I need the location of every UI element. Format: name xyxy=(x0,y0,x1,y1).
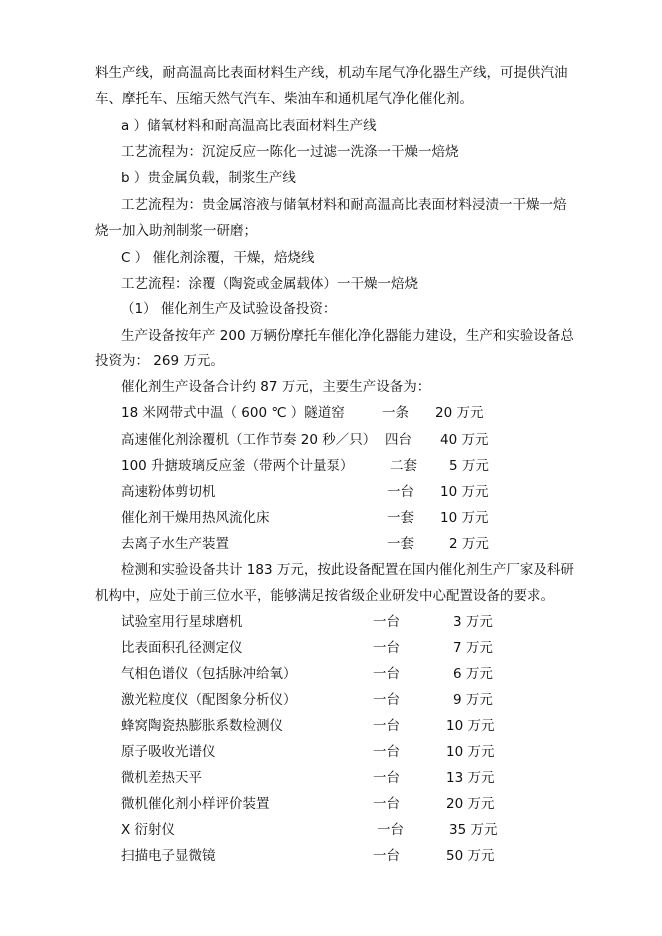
equipment-qty: 一台 xyxy=(373,692,400,708)
equipment-name: 扫描电子显微镜 xyxy=(121,848,216,864)
equipment-name: 去离子水生产装置 xyxy=(121,536,229,552)
equipment-qty: 一台 xyxy=(373,718,400,734)
equipment-qty: 二套 xyxy=(390,458,417,474)
process-flow-a: 工艺流程为：沉淀反应一陈化一过滤一洗涤一干燥一焙烧 xyxy=(121,144,459,160)
testing-equipment-intro: 检测和实验设备共计 183 万元，按此设备配置在国内催化剂生产厂家及科研 xyxy=(121,562,574,578)
equipment-price: 3 万元 xyxy=(453,614,493,630)
section-heading-b: b ）贵金属负载，制浆生产线 xyxy=(121,170,296,186)
investment-paragraph: 生产设备按年产 200 万辆份摩托车催化净化器能力建设，生产和实验设备总 xyxy=(121,328,574,344)
equipment-qty: 一台 xyxy=(373,848,400,864)
equipment-price: 50 万元 xyxy=(446,848,495,864)
equipment-name: 试验室用行星球磨机 xyxy=(121,614,243,630)
equipment-price: 10 万元 xyxy=(446,718,495,734)
production-equipment-intro: 催化剂生产设备合计约 87 万元，主要生产设备为： xyxy=(121,379,431,395)
process-flow-b-cont: 烧一加入助剂制浆一研磨； xyxy=(95,223,257,239)
equipment-name: 微机差热天平 xyxy=(121,770,202,786)
equipment-qty: 四台 xyxy=(385,432,412,448)
equipment-name: 高速粉体剪切机 xyxy=(121,484,216,500)
section-heading-c: C ） 催化剂涂覆，干燥，焙烧线 xyxy=(121,250,315,266)
equipment-price: 10 万元 xyxy=(446,744,495,760)
equipment-qty: 一台 xyxy=(373,614,400,630)
equipment-qty: 一台 xyxy=(373,796,400,812)
equipment-name: 原子吸收光谱仪 xyxy=(121,744,216,760)
equipment-name: 气相色谱仪（包括脉冲给氧） xyxy=(121,666,297,682)
equipment-price: 35 万元 xyxy=(449,822,498,838)
testing-equipment-intro-cont: 机构中，应处于前三位水平，能够满足按省级企业研发中心配置设备的要求。 xyxy=(95,588,554,604)
equipment-qty: 一台 xyxy=(373,666,400,682)
equipment-name: 蜂窝陶瓷热膨胀系数检测仪 xyxy=(121,718,283,734)
process-flow-b: 工艺流程为：贵金属溶液与储氧材料和耐高温高比表面材料浸渍一干燥一焙 xyxy=(121,197,567,213)
equipment-price: 9 万元 xyxy=(453,692,493,708)
equipment-name: 激光粒度仪（配图象分析仪） xyxy=(121,692,297,708)
investment-heading: （1） 催化剂生产及试验设备投资： xyxy=(121,301,337,317)
equipment-price: 5 万元 xyxy=(449,458,489,474)
equipment-name: X 衍射仪 xyxy=(121,822,176,838)
equipment-qty: 一台 xyxy=(387,484,414,500)
equipment-qty: 一条 xyxy=(382,405,409,421)
equipment-name: 催化剂干燥用热风流化床 xyxy=(121,510,270,526)
equipment-qty: 一台 xyxy=(373,744,400,760)
equipment-price: 6 万元 xyxy=(453,666,493,682)
equipment-name: 100 升搪玻璃反应釜（带两个计量泵） xyxy=(121,458,354,474)
equipment-qty: 一套 xyxy=(387,536,414,552)
equipment-name: 比表面积孔径测定仪 xyxy=(121,640,243,656)
equipment-qty: 一台 xyxy=(373,770,400,786)
equipment-price: 20 万元 xyxy=(435,405,484,421)
process-flow-c: 工艺流程：涂覆（陶瓷或金属载体）一干燥一焙烧 xyxy=(121,276,418,292)
equipment-price: 40 万元 xyxy=(440,432,489,448)
equipment-qty: 一台 xyxy=(373,640,400,656)
equipment-price: 13 万元 xyxy=(446,770,495,786)
equipment-name: 18 米网带式中温（ 600 ℃ ）隧道窑 xyxy=(121,405,345,421)
equipment-qty: 一套 xyxy=(387,510,414,526)
equipment-name: 微机催化剂小样评价装置 xyxy=(121,796,270,812)
paragraph-line: 车、摩托车、压缩天然气汽车、柴油车和通机尾气净化催化剂。 xyxy=(95,91,473,107)
equipment-price: 7 万元 xyxy=(453,640,493,656)
equipment-price: 10 万元 xyxy=(440,484,489,500)
investment-paragraph-cont: 投资为： 269 万元。 xyxy=(95,353,224,369)
equipment-name: 高速催化剂涂覆机（工作节奏 20 秒／只） xyxy=(121,432,377,448)
equipment-price: 2 万元 xyxy=(449,536,489,552)
paragraph-line: 料生产线，耐高温高比表面材料生产线，机动车尾气净化器生产线，可提供汽油 xyxy=(95,65,568,81)
equipment-price: 20 万元 xyxy=(446,796,495,812)
equipment-price: 10 万元 xyxy=(440,510,489,526)
section-heading-a: a ）储氧材料和耐高温高比表面材料生产线 xyxy=(121,118,377,134)
equipment-qty: 一台 xyxy=(377,822,404,838)
